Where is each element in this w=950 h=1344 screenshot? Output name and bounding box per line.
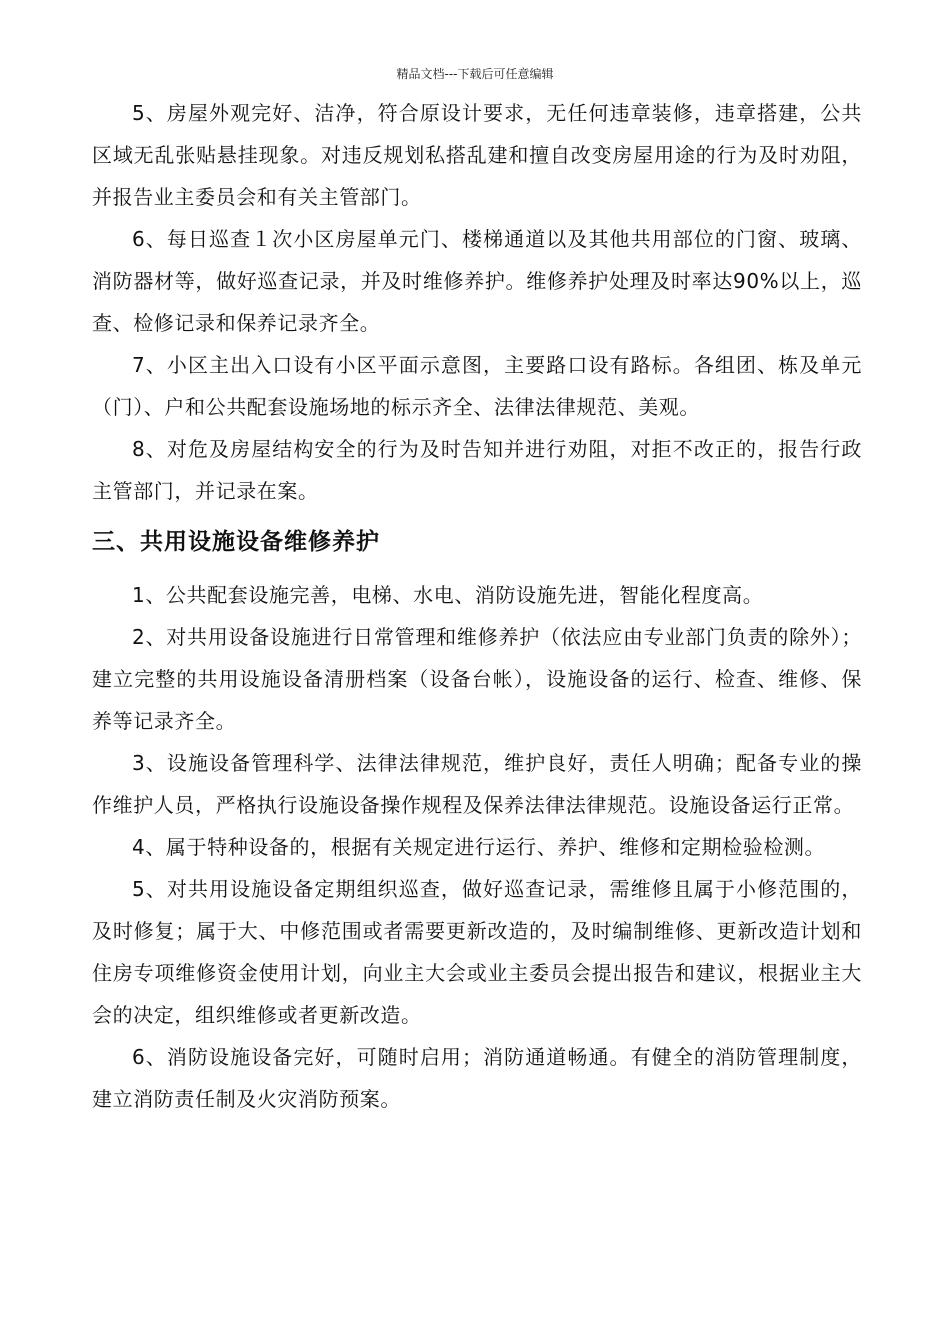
document-body: [92, 92, 862, 1120]
paragraph-daily-inspection: 6、每日巡查１次小区房屋单元门、楼梯通道以及其他共用部位的门窗、玻璃、消防器材等，做好巡查记录，并及时维修养护。维修养护处理及时率达90%以上，巡查、检修记录和保养记录齐全。: [92, 227, 862, 335]
section-heading-facilities-maintenance: 三、共用设施设备维修养护: [92, 529, 380, 555]
paragraph-house-appearance: 5、房屋外观完好、洁净，符合原设计要求，无任何违章装修，违章搭建，公共区域无乱张贴悬挂现象。对违反规划私搭乱建和擅自改变房屋用途的行为及时劝阻，并报告业主委员会和有关主管部门。: [92, 101, 862, 209]
paragraph-structural-safety: 8、对危及房屋结构安全的行为及时告知并进行劝阻，对拒不改正的，报告行政主管部门，并记录在案。: [92, 437, 862, 503]
paragraph-special-equipment: 4、属于特种设备的，根据有关规定进行运行、养护、维修和定期检验检测。: [132, 835, 826, 859]
paragraph-scientific-management: 3、设施设备管理科学、法律法律规范，维护良好，责任人明确；配备专业的操作维护人员，严格执行设施设备操作规程及保养法律法律规范。设施设备运行正常。: [92, 751, 862, 817]
paragraph-public-facilities: 1、公共配套设施完善，电梯、水电、消防设施先进，智能化程度高。: [132, 583, 764, 607]
paragraph-fire-safety: 6、消防设施设备完好，可随时启用；消防通道畅通。有健全的消防管理制度，建立消防责任制及火灾消防预案。: [92, 1045, 862, 1111]
paragraph-periodic-inspection: 5、对共用设施设备定期组织巡查，做好巡查记录，需维修且属于小修范围的，及时修复；属于大、中修范围或者需要更新改造的，及时编制维修、更新改造计划和住房专项维修资金使用计划，向业主大会或业主委员会提出报告和建议，根据业主大会的决定，组织维修或者更新改造。: [92, 877, 862, 1027]
paragraph-daily-management: 2、对共用设备设施进行日常管理和维修养护（依法应由专业部门负责的除外）；建立完整的共用设施设备清册档案（设备台帐），设施设备的运行、检查、维修、保养等记录齐全。: [92, 625, 862, 733]
paragraph-signage: 7、小区主出入口设有小区平面示意图，主要路口设有路标。各组团、栋及单元（门）、户和公共配套设施场地的标示齐全、法律法律规范、美观。: [92, 353, 862, 419]
page-header: 精品文档---下载后可任意编辑: [396, 67, 554, 81]
